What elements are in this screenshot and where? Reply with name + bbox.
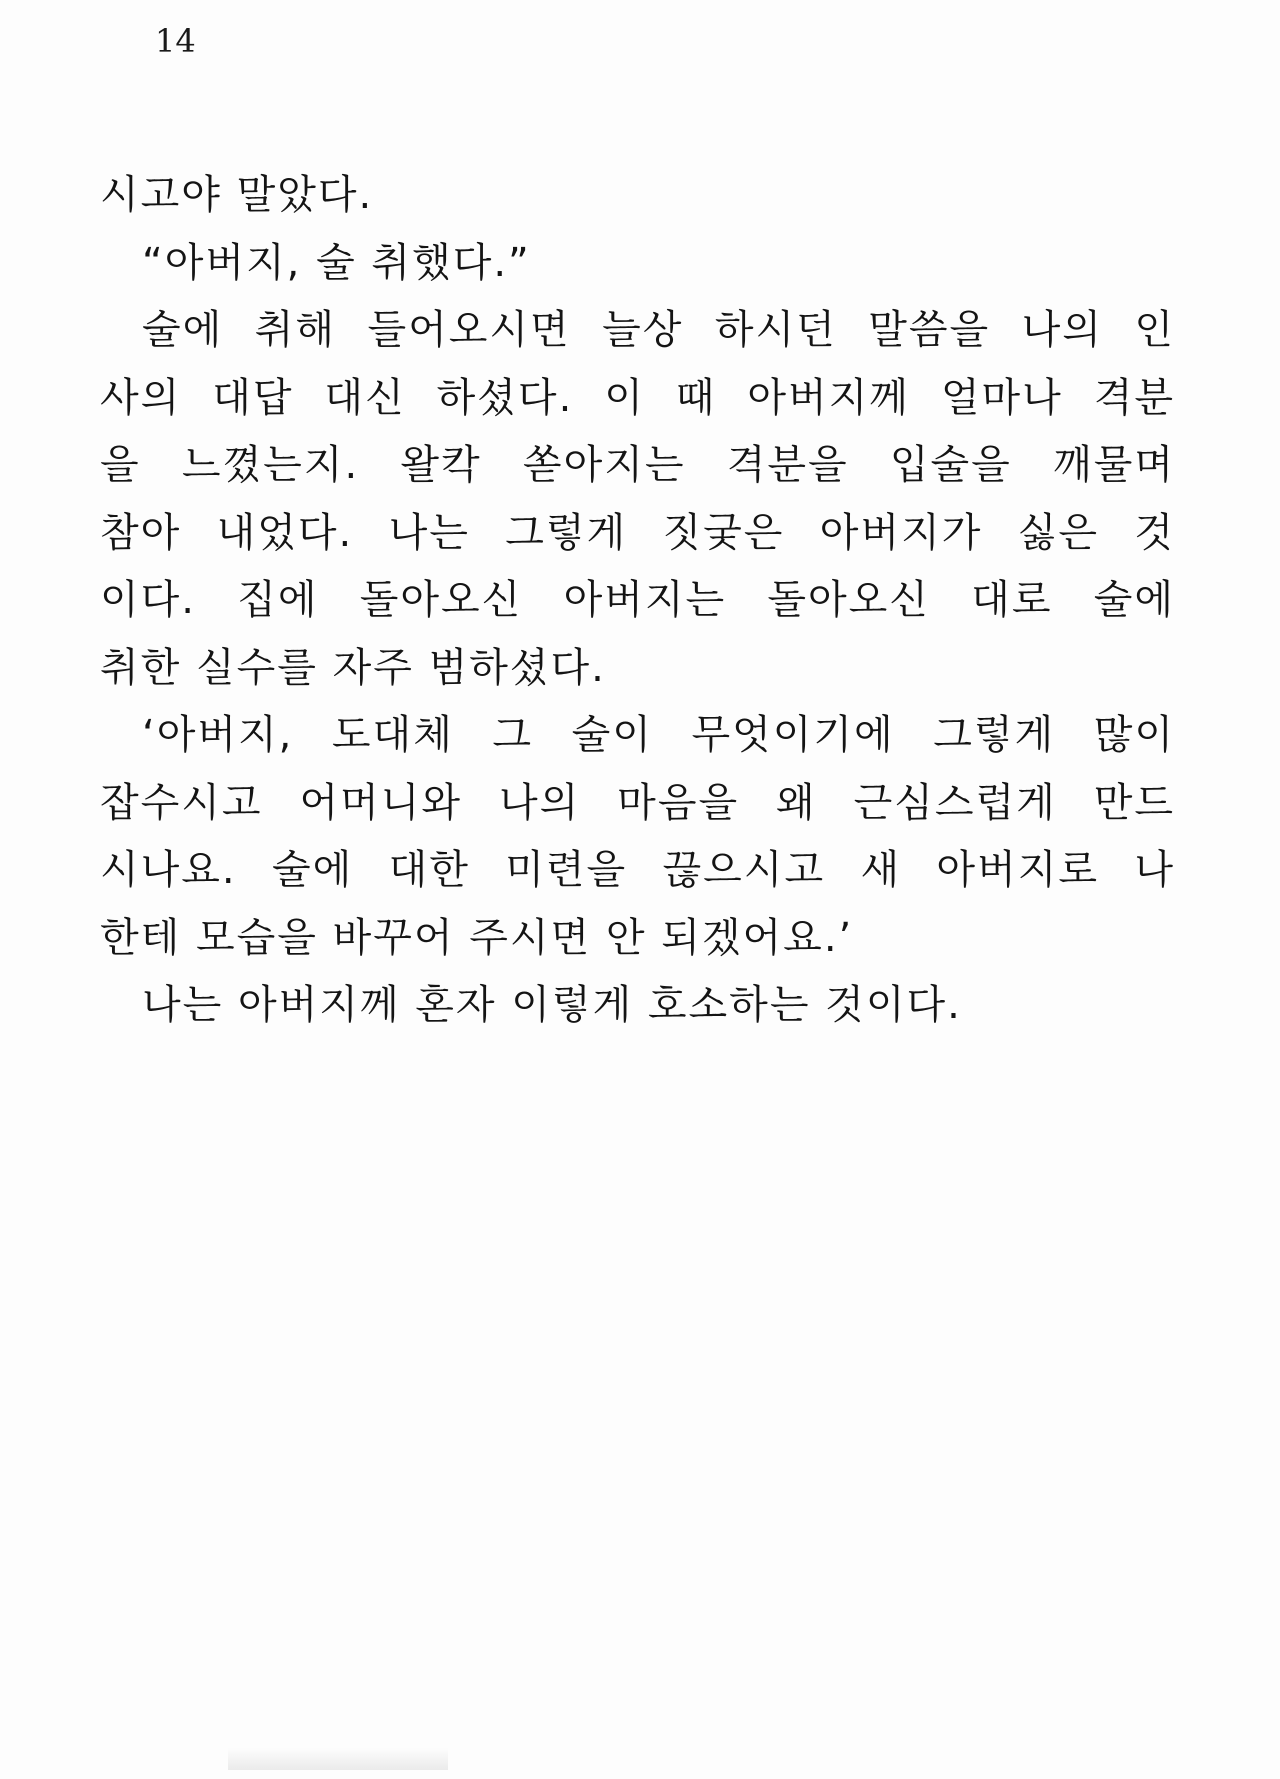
text-line: 한테 모습을 바꾸어 주시면 안 되겠어요.’: [100, 914, 854, 961]
text-line: 시나요. 술에 대한 미련을 끊으시고 새 아버지로 나: [100, 847, 1175, 893]
text-line: 잡수시고 어머니와 나의 마음을 왜 근심스럽게 만드: [100, 779, 1175, 826]
text-line: 술에 취해 들어오시면 늘상 하시던 말씀을 나의 인: [142, 307, 1175, 353]
text-line: 시고야 말았다.: [100, 172, 374, 218]
text-line: 취한 실수를 자주 범하셨다.: [100, 644, 606, 691]
text-line: ‘아버지, 도대체 그 술이 무엇이기에 그렇게 많이: [142, 712, 1175, 758]
text-line: 나는 아버지께 혼자 이렇게 호소하는 것이다.: [142, 982, 962, 1028]
text-line: “아버지, 술 취했다.”: [142, 239, 531, 286]
text-line: 사의 대답 대신 하셨다. 이 때 아버지께 얼마나 격분: [100, 374, 1175, 421]
body-text: [100, 162, 1175, 1040]
page-number: 14: [155, 22, 196, 60]
text-line: 을 느꼈는지. 왈칵 쏟아지는 격분을 입술을 깨물며: [100, 442, 1175, 488]
scan-smudge: [228, 1748, 448, 1770]
text-line: 참아 내었다. 나는 그렇게 짓궂은 아버지가 싫은 것: [100, 509, 1175, 556]
text-line: 이다. 집에 돌아오신 아버지는 돌아오신 대로 술에: [100, 577, 1175, 623]
